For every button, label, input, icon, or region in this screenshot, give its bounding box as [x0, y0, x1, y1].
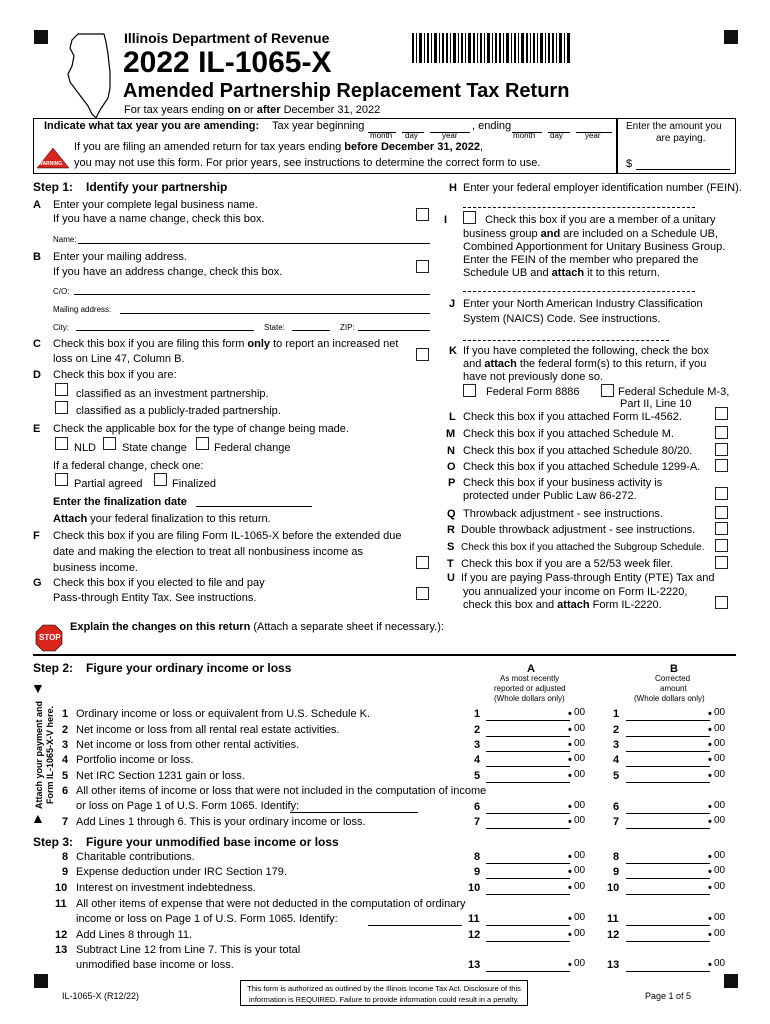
- payment-label-2: are paying.: [656, 133, 706, 144]
- month-caption: month: [370, 131, 393, 140]
- line-11-number: 11: [55, 898, 67, 910]
- line-1-col-b-number: 1: [613, 708, 620, 720]
- line-N-letter: N: [447, 445, 455, 457]
- federal-change-question: If a federal change, check one:: [53, 460, 204, 472]
- line-T-letter: T: [447, 558, 454, 570]
- line-N-text: Check this box if you attached Schedule 80/20.: [463, 445, 693, 457]
- line-3-number: 3: [62, 739, 69, 751]
- name-change-checkbox[interactable]: [416, 208, 429, 221]
- cents-dot-icon: •: [708, 708, 712, 720]
- line-2-label: Net income or loss from all rental real estate activities.: [76, 724, 340, 736]
- step1-number: Step 1:: [33, 180, 74, 194]
- cents-dot-icon: •: [708, 816, 712, 828]
- line-I-text3: Combined Apportionment for Unitary Business Group.: [463, 241, 726, 253]
- registration-mark: [724, 30, 738, 44]
- arrow-down-icon: ▼: [31, 680, 45, 696]
- cents-dot-icon: •: [568, 913, 572, 925]
- line-J-letter: J: [449, 298, 456, 310]
- explain-changes-area[interactable]: [70, 636, 736, 654]
- line-D-letter: D: [33, 369, 41, 381]
- line-E-text: Check the applicable box for the type of change being made.: [53, 423, 349, 435]
- schedule-8020-checkbox[interactable]: [715, 443, 728, 456]
- cents-dot-icon: •: [708, 851, 712, 863]
- schedule-m3-label2: Part II, Line 10: [620, 398, 692, 410]
- line-10-col-b-input[interactable]: [626, 894, 710, 895]
- line-7-col-a-input[interactable]: [486, 828, 570, 829]
- line-D-text: Check this box if you are:: [53, 369, 177, 381]
- line-7-col-b-input[interactable]: [626, 828, 710, 829]
- finalized-checkbox[interactable]: [154, 473, 167, 486]
- arrow-up-icon: ▲: [31, 810, 45, 826]
- publicly-traded-label: classified as a publicly-traded partnership.: [76, 405, 281, 417]
- line-H-text: Enter your federal employer identification number (FEIN).: [463, 182, 742, 194]
- form-title: 2022 IL-1065-X: [123, 46, 332, 79]
- line-M-letter: M: [446, 428, 456, 440]
- line-I-text5: Schedule UB and attach it to this return.: [463, 267, 660, 279]
- line-3-col-a-number: 3: [474, 739, 481, 751]
- cents-dot-icon: •: [708, 959, 712, 971]
- line-11-col-a-number: 11: [468, 913, 480, 925]
- form-id: IL-1065-X (R12/22): [62, 991, 140, 1001]
- form-8886-label: Federal Form 8886: [486, 386, 580, 398]
- line-K-text2: and attach the federal form(s) to this return, if you: [463, 358, 707, 370]
- line-13-col-a-number: 13: [468, 959, 481, 971]
- stop-sign-text: STOP: [39, 633, 61, 642]
- line-U-letter: U: [447, 572, 455, 584]
- cents-dot-icon: •: [708, 724, 712, 736]
- line-4-label: Portfolio income or loss.: [76, 754, 194, 766]
- cents-dot-icon: •: [708, 739, 712, 751]
- line-10-col-a-number: 10: [468, 882, 481, 894]
- line-11-label: All other items of expense that were not deducted in the computation of ordinary: [76, 898, 466, 910]
- throwback-checkbox[interactable]: [715, 506, 728, 519]
- line-C-letter: C: [33, 338, 41, 350]
- line-9-col-b-number: 9: [613, 866, 620, 878]
- line-1-label: Ordinary income or loss or equivalent from U.S. Schedule K.: [76, 708, 371, 720]
- line-6-identify-input[interactable]: [290, 812, 418, 813]
- cents-dot-icon: •: [568, 866, 572, 878]
- line-6-col-b-cents: 00: [714, 800, 726, 811]
- section-divider: [33, 654, 736, 656]
- registration-mark: [724, 974, 738, 988]
- line-12-col-a-number: 12: [468, 929, 481, 941]
- form-8886-checkbox[interactable]: [463, 384, 476, 397]
- line-11-label-2: income or loss on Page 1 of U.S. Form 1065. Identify:: [76, 913, 338, 925]
- prior-year-warning-line2: you may not use this form. For prior years, see instructions to determine the correct form to use.: [74, 157, 541, 169]
- line-1-col-a-number: 1: [474, 708, 481, 720]
- line-6-col-a-cents: 00: [574, 800, 586, 811]
- cents-dot-icon: •: [568, 816, 572, 828]
- line-11-col-a-input[interactable]: [486, 925, 570, 926]
- illinois-map-icon: [64, 32, 116, 122]
- address-change-checkbox[interactable]: [416, 260, 429, 273]
- step2-heading: Figure your ordinary income or loss: [86, 661, 292, 675]
- line-L-letter: L: [449, 411, 456, 423]
- payment-label: Enter the amount you: [626, 121, 722, 132]
- line-4-col-a-cents: 00: [574, 753, 586, 764]
- line-1-col-a-input[interactable]: [486, 720, 570, 721]
- line-10-number: 10: [55, 882, 68, 894]
- line-1-col-a-cents: 00: [574, 707, 586, 718]
- line-8-number: 8: [62, 851, 69, 863]
- line-F-text: Check this box if you are filing Form IL-1065-X before the extended due: [53, 530, 402, 542]
- line-6-col-a-number: 6: [474, 801, 481, 813]
- line-12-number: 12: [55, 929, 68, 941]
- department-name: Illinois Department of Revenue: [124, 30, 330, 46]
- line-11-identify-input[interactable]: [368, 925, 462, 926]
- line-7-col-a-number: 7: [474, 816, 481, 828]
- step1-heading: Identify your partnership: [86, 180, 228, 194]
- barcode-icon: [412, 33, 570, 63]
- line-I-text4: Enter the FEIN of the member who prepared the: [463, 254, 699, 266]
- city-input[interactable]: [76, 330, 254, 331]
- dollar-sign: $: [626, 158, 633, 170]
- line-5-col-a-input[interactable]: [486, 782, 570, 783]
- partial-agreed-label: Partial agreed: [74, 478, 143, 490]
- line-9-col-a-cents: 00: [574, 865, 586, 876]
- line-5-col-b-cents: 00: [714, 769, 726, 780]
- line-7-col-b-cents: 00: [714, 815, 726, 826]
- investment-partnership-label: classified as an investment partnership.: [76, 388, 269, 400]
- federal-change-label: Federal change: [214, 442, 291, 454]
- zip-label: ZIP:: [340, 323, 355, 332]
- payment-amount-input[interactable]: [636, 169, 730, 170]
- page-number: Page 1 of 5: [645, 991, 692, 1001]
- line-G-text: Check this box if you elected to file and pay: [53, 577, 265, 589]
- line-H-letter: H: [449, 182, 457, 194]
- prior-year-warning: If you are filing an amended return for tax years ending before December 31, 2022,: [74, 141, 484, 153]
- line-5-label: Net IRC Section 1231 gain or loss.: [76, 770, 245, 782]
- line-13-col-b-cents: 00: [714, 958, 726, 969]
- mailing-address-input[interactable]: [120, 313, 430, 314]
- cents-dot-icon: •: [708, 866, 712, 878]
- line-M-text: Check this box if you attached Schedule M.: [463, 428, 674, 440]
- line-12-col-b-number: 12: [607, 929, 620, 941]
- line-10-col-a-cents: 00: [574, 881, 586, 892]
- line-7-col-b-number: 7: [613, 816, 620, 828]
- line-8-label: Charitable contributions.: [76, 851, 195, 863]
- line-2-col-b-input[interactable]: [626, 736, 710, 737]
- registration-mark: [34, 30, 48, 44]
- line-C-text: Check this box if you are filing this form only to report an increased net: [53, 338, 399, 350]
- tax-year-prompt: Indicate what tax year you are amending:: [44, 120, 260, 132]
- disclosure-notice-box: This form is authorized as outlined by the Illinois Income Tax Act. Disclosure of this information is REQUIRED. Failure to provide information could result in a penalty.: [240, 980, 528, 1006]
- column-a-caption3: (Whole dollars only): [494, 694, 565, 703]
- line-10-label: Interest on investment indebtedness.: [76, 882, 256, 894]
- line-8-col-a-input[interactable]: [486, 863, 570, 864]
- line-13-label: Subtract Line 12 from Line 7. This is your total: [76, 944, 301, 956]
- line-10-col-b-cents: 00: [714, 881, 726, 892]
- line-F-text3: business income.: [53, 562, 138, 574]
- line-4-col-b-number: 4: [613, 754, 620, 766]
- line-S-letter: S: [447, 541, 455, 553]
- co-label: C/O:: [53, 287, 70, 296]
- line-5-col-b-number: 5: [613, 770, 620, 782]
- finalization-attach: Attach your federal finalization to this return.: [53, 513, 271, 525]
- line-12-col-b-cents: 00: [714, 928, 726, 939]
- line-A-letter: A: [33, 199, 41, 211]
- line-O-text: Check this box if you attached Schedule 1299-A.: [463, 461, 701, 473]
- line-P-text2: protected under Public Law 86-272.: [463, 490, 637, 502]
- line-9-label: Expense deduction under IRC Section 179.: [76, 866, 287, 878]
- day-caption: day: [550, 131, 563, 140]
- line-2-col-a-cents: 00: [574, 723, 586, 734]
- net-loss-only-checkbox[interactable]: [416, 348, 429, 361]
- line-2-col-a-number: 2: [474, 724, 481, 736]
- line-G-text2: Pass-through Entity Tax. See instructions.: [53, 592, 257, 604]
- line-13-label-2: unmodified base income or loss.: [76, 959, 234, 971]
- schedule-1299a-checkbox[interactable]: [715, 459, 728, 472]
- line-4-col-a-number: 4: [474, 754, 481, 766]
- line-4-col-a-input[interactable]: [486, 766, 570, 767]
- pl-86-272-checkbox[interactable]: [715, 487, 728, 500]
- line-4-col-b-cents: 00: [714, 753, 726, 764]
- cents-dot-icon: •: [708, 770, 712, 782]
- line-9-col-b-cents: 00: [714, 865, 726, 876]
- line-I-text: Check this box if you are a member of a unitary: [485, 214, 716, 226]
- line-L-text: Check this box if you attached Form IL-4562.: [463, 411, 682, 423]
- line-1-number: 1: [62, 708, 69, 720]
- line-9-col-a-input[interactable]: [486, 878, 570, 879]
- line-K-text: If you have completed the following, check the box: [463, 345, 709, 357]
- name-input[interactable]: [78, 243, 430, 244]
- line-F-letter: F: [33, 530, 40, 542]
- line-J-text: Enter your North American Industry Classification: [463, 298, 703, 310]
- line-K-text3: have not previously done so.: [463, 371, 604, 383]
- line-7-col-a-cents: 00: [574, 815, 586, 826]
- line-13-col-a-cents: 00: [574, 958, 586, 969]
- column-b-caption: Corrected: [655, 674, 691, 683]
- attach-payment-note: Attach your payment and Form IL-1065-X-V here.: [34, 700, 55, 810]
- line-K-letter: K: [449, 345, 457, 357]
- naics-input[interactable]: [463, 340, 669, 341]
- il-2220-checkbox[interactable]: [715, 596, 728, 609]
- line-I-letter: I: [444, 214, 448, 226]
- line-1-col-b-cents: 00: [714, 707, 726, 718]
- cents-dot-icon: •: [568, 754, 572, 766]
- fein-input[interactable]: [463, 207, 695, 208]
- city-label: City:: [53, 323, 69, 332]
- name-label: Name:: [53, 235, 77, 244]
- line-12-col-a-input[interactable]: [486, 941, 570, 942]
- line-12-col-b-input[interactable]: [626, 941, 710, 942]
- step3-heading: Figure your unmodified base income or loss: [86, 835, 339, 849]
- cents-dot-icon: •: [568, 801, 572, 813]
- line-S-text: Check this box if you attached the Subgroup Schedule.: [461, 542, 705, 553]
- line-6-label-2: or loss on Page 1 of U.S. Form 1065. Identify:: [76, 800, 300, 812]
- line-8-col-b-cents: 00: [714, 850, 726, 861]
- subgroup-schedule-checkbox[interactable]: [715, 539, 728, 552]
- line-2-col-b-number: 2: [613, 724, 620, 736]
- cents-dot-icon: •: [568, 739, 572, 751]
- registration-mark: [34, 974, 48, 988]
- line-9-number: 9: [62, 866, 69, 878]
- nld-label: NLD: [74, 442, 97, 454]
- nonbusiness-election-checkbox[interactable]: [416, 556, 429, 569]
- line-U-text3: check this box and attach Form IL-2220.: [463, 599, 662, 611]
- line-R-letter: R: [447, 524, 455, 536]
- line-3-col-b-number: 3: [613, 739, 620, 751]
- step2-number: Step 2:: [33, 661, 74, 675]
- line-6-col-b-input[interactable]: [626, 813, 710, 814]
- line-3-col-a-input[interactable]: [486, 751, 570, 752]
- line-R-text: Double throwback adjustment - see instructions.: [461, 524, 696, 536]
- investment-partnership-checkbox[interactable]: [55, 383, 68, 396]
- line-4-number: 4: [62, 754, 69, 766]
- line-12-col-a-cents: 00: [574, 928, 586, 939]
- cents-dot-icon: •: [568, 959, 572, 971]
- line-3-col-b-cents: 00: [714, 738, 726, 749]
- line-F-text2: date and making the election to treat all nonbusiness income as: [53, 546, 364, 558]
- line-5-col-b-input[interactable]: [626, 782, 710, 783]
- line-3-col-a-cents: 00: [574, 738, 586, 749]
- line-12-label: Add Lines 8 through 11.: [76, 929, 192, 941]
- year-caption: year: [585, 131, 601, 140]
- line-7-number: 7: [62, 816, 69, 828]
- state-input[interactable]: [292, 330, 330, 331]
- line-6-col-a-input[interactable]: [486, 813, 570, 814]
- schedule-m-checkbox[interactable]: [715, 426, 728, 439]
- state-change-checkbox[interactable]: [103, 437, 116, 450]
- line-J-text2: System (NAICS) Code. See instructions.: [463, 313, 661, 325]
- line-3-label: Net income or loss from other rental activities.: [76, 739, 300, 751]
- line-B-text: Enter your mailing address.: [53, 251, 187, 263]
- cents-dot-icon: •: [568, 851, 572, 863]
- pte-tax-checkbox[interactable]: [416, 587, 429, 600]
- line-10-col-b-number: 10: [607, 882, 620, 894]
- line-7-label: Add Lines 1 through 6. This is your ordinary income or loss.: [76, 816, 366, 828]
- cents-dot-icon: •: [708, 913, 712, 925]
- finalization-date-label: Enter the finalization date: [53, 496, 187, 508]
- line-A-text2: If you have a name change, check this box.: [53, 213, 265, 225]
- finalization-date-input[interactable]: [196, 506, 312, 507]
- form-subtitle: Amended Partnership Replacement Tax Return: [123, 80, 570, 102]
- line-A-text: Enter your complete legal business name.: [53, 199, 258, 211]
- schedule-m3-label: Federal Schedule M-3,: [618, 386, 730, 398]
- line-B-letter: B: [33, 251, 41, 263]
- line-8-col-a-cents: 00: [574, 850, 586, 861]
- partial-agreed-checkbox[interactable]: [55, 473, 68, 486]
- line-5-col-a-number: 5: [474, 770, 481, 782]
- day-caption: day: [405, 131, 418, 140]
- line-2-col-a-input[interactable]: [486, 736, 570, 737]
- column-b-header: B: [670, 663, 678, 675]
- double-throwback-checkbox[interactable]: [715, 522, 728, 535]
- column-b-caption2: amount: [660, 684, 687, 693]
- cents-dot-icon: •: [708, 801, 712, 813]
- line-13-number: 13: [55, 944, 68, 956]
- zip-input[interactable]: [358, 330, 430, 331]
- state-label: State:: [264, 323, 285, 332]
- line-P-text: Check this box if your business activity is: [463, 477, 663, 489]
- line-10-col-a-input[interactable]: [486, 894, 570, 895]
- line-E-letter: E: [33, 423, 41, 435]
- line-8-col-a-number: 8: [474, 851, 481, 863]
- line-6-col-b-number: 6: [613, 801, 620, 813]
- publicly-traded-checkbox[interactable]: [55, 401, 68, 414]
- cents-dot-icon: •: [568, 770, 572, 782]
- line-5-col-a-cents: 00: [574, 769, 586, 780]
- line-U-text2: you annualized your income on Form IL-2220,: [463, 586, 688, 598]
- month-caption: month: [513, 131, 536, 140]
- cents-dot-icon: •: [708, 929, 712, 941]
- week-filer-checkbox[interactable]: [715, 556, 728, 569]
- cents-dot-icon: •: [568, 882, 572, 894]
- step3-number: Step 3:: [33, 835, 74, 849]
- column-a-caption2: reported or adjusted: [494, 684, 566, 693]
- co-input[interactable]: [74, 294, 430, 295]
- unitary-fein-input[interactable]: [463, 291, 695, 292]
- line-B-text2: If you have an address change, check this box.: [53, 266, 283, 278]
- warning-badge-text: WARNING: [38, 161, 63, 167]
- line-T-text: Check this box if you are a 52/53 week filer.: [461, 558, 674, 570]
- line-11-col-b-cents: 00: [714, 912, 726, 923]
- cents-dot-icon: •: [708, 882, 712, 894]
- explain-changes-label: Explain the changes on this return (Attach a separate sheet if necessary.):: [70, 621, 444, 633]
- line-2-number: 2: [62, 724, 69, 736]
- nld-checkbox[interactable]: [55, 437, 68, 450]
- line-O-letter: O: [447, 461, 456, 473]
- column-a-caption: As most recently: [500, 674, 560, 683]
- line-1-col-b-input[interactable]: [626, 720, 710, 721]
- line-13-col-b-number: 13: [607, 959, 620, 971]
- column-a-header: A: [527, 663, 535, 675]
- unitary-member-checkbox[interactable]: [463, 211, 476, 224]
- column-b-caption3: (Whole dollars only): [634, 694, 705, 703]
- year-caption: year: [442, 131, 458, 140]
- tax-years-note: For tax years ending on or after December 31, 2022: [124, 104, 381, 116]
- tax-year-ending-label: , ending: [472, 120, 512, 132]
- line-6-label: All other items of income or loss that were not included in the computation of income: [76, 785, 487, 797]
- line-Q-letter: Q: [447, 508, 456, 520]
- line-I-text2: business group and are included on a Schedule UB,: [463, 228, 719, 240]
- cents-dot-icon: •: [568, 929, 572, 941]
- finalized-label: Finalized: [172, 478, 217, 490]
- line-6-number: 6: [62, 785, 69, 797]
- line-U-text: If you are paying Pass-through Entity (PTE) Tax and: [461, 572, 715, 584]
- line-8-col-b-input[interactable]: [626, 863, 710, 864]
- il-4562-checkbox[interactable]: [715, 407, 728, 420]
- cents-dot-icon: •: [708, 754, 712, 766]
- federal-change-checkbox[interactable]: [196, 437, 209, 450]
- state-change-label: State change: [122, 442, 187, 454]
- tax-year-beginning-label: Tax year beginning: [272, 120, 365, 132]
- line-G-letter: G: [33, 577, 42, 589]
- schedule-m3-checkbox[interactable]: [601, 384, 614, 397]
- line-3-col-b-input[interactable]: [626, 751, 710, 752]
- line-Q-text: Throwback adjustment - see instructions.: [463, 508, 663, 520]
- line-11-col-b-input[interactable]: [626, 925, 710, 926]
- line-9-col-b-input[interactable]: [626, 878, 710, 879]
- line-2-col-b-cents: 00: [714, 723, 726, 734]
- line-4-col-b-input[interactable]: [626, 766, 710, 767]
- line-8-col-b-number: 8: [613, 851, 620, 863]
- cents-dot-icon: •: [568, 708, 572, 720]
- mailing-label: Mailing address:: [53, 305, 112, 314]
- line-9-col-a-number: 9: [474, 866, 481, 878]
- line-13-col-a-input[interactable]: [486, 971, 570, 972]
- line-P-letter: P: [448, 477, 456, 489]
- line-5-number: 5: [62, 770, 69, 782]
- line-C-text2: loss on Line 47, Column B.: [53, 353, 185, 365]
- line-11-col-b-number: 11: [607, 913, 619, 925]
- line-11-col-a-cents: 00: [574, 912, 586, 923]
- line-13-col-b-input[interactable]: [626, 971, 710, 972]
- cents-dot-icon: •: [568, 724, 572, 736]
